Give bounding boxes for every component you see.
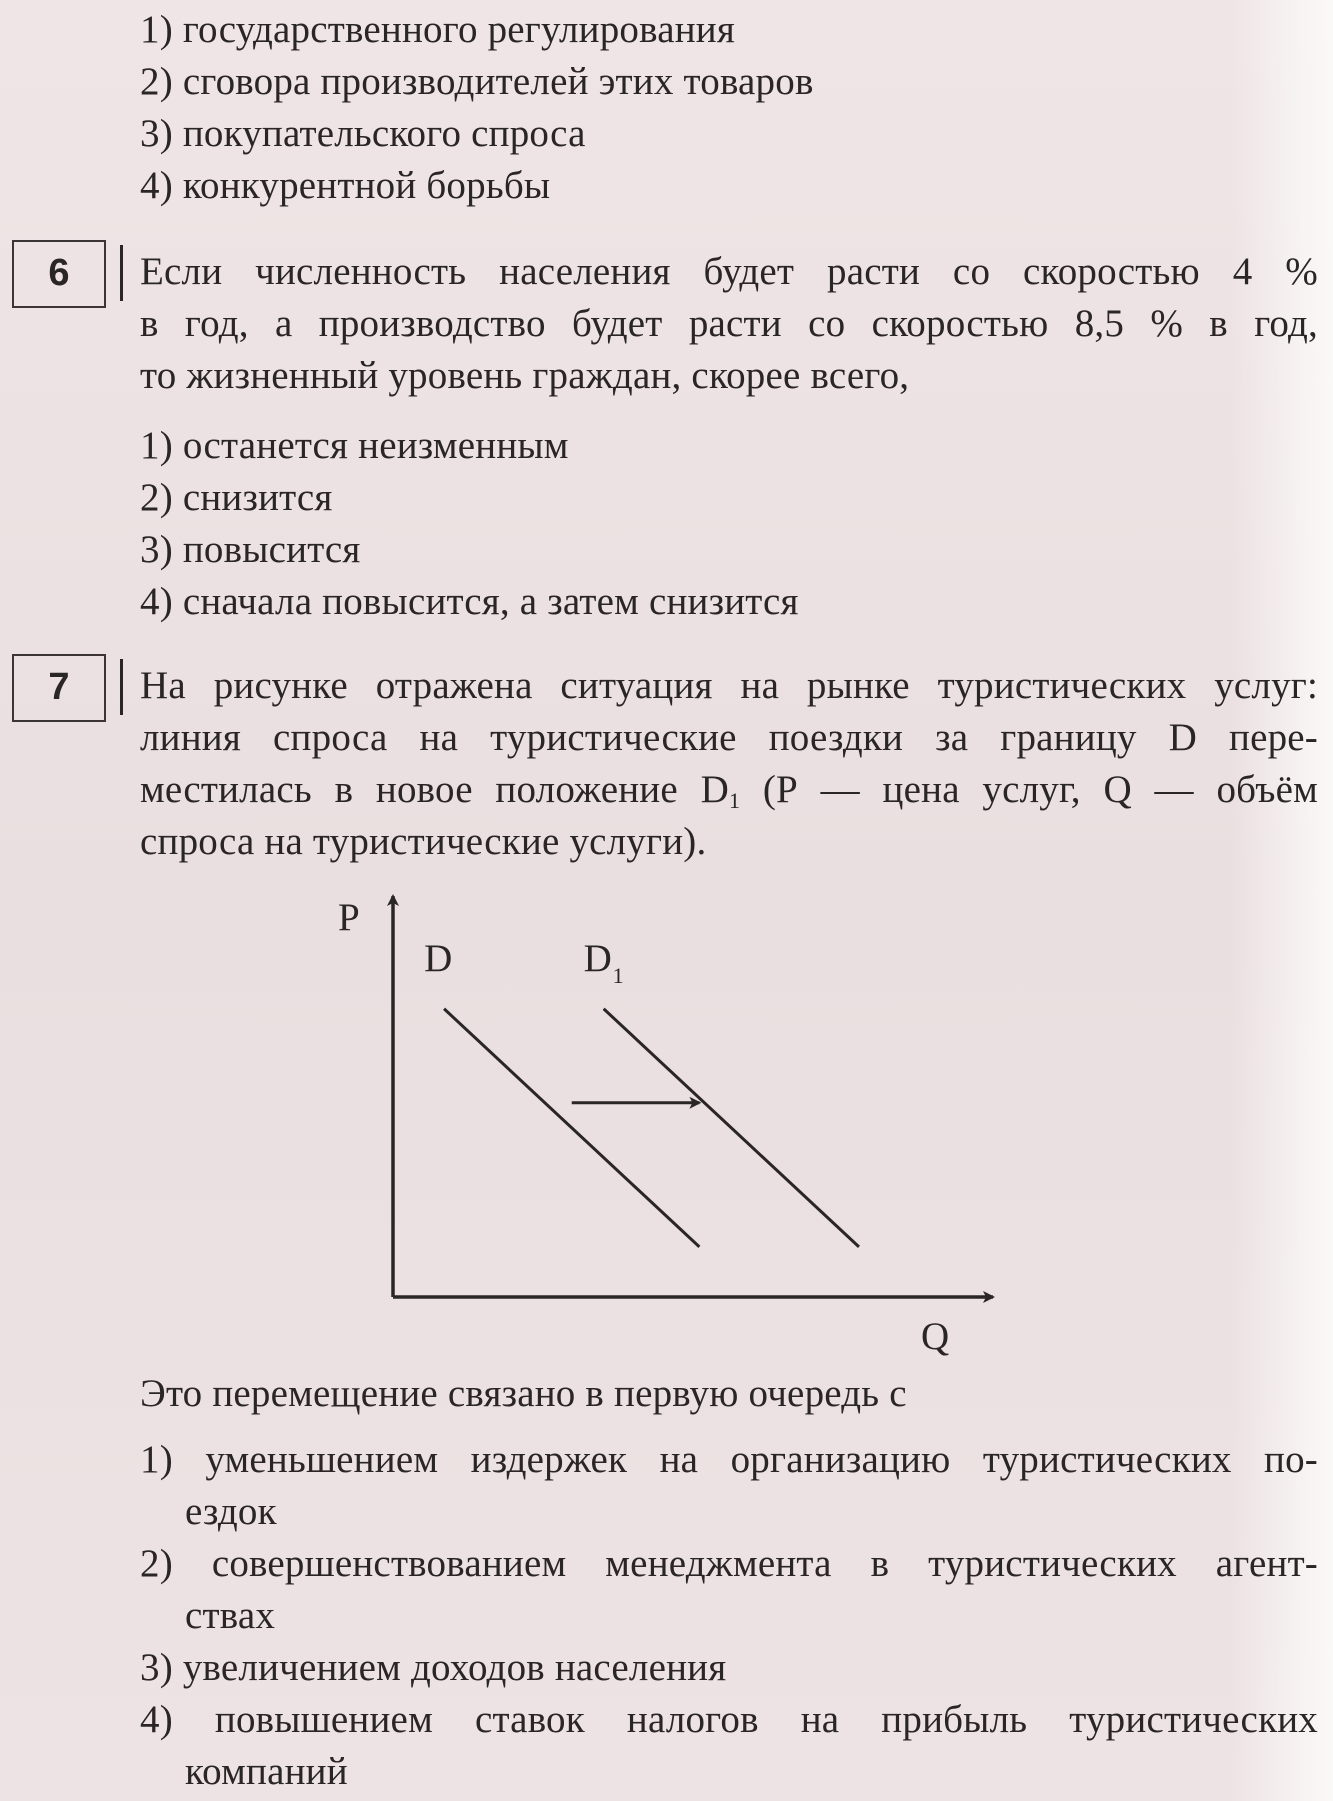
question-7-number: 7 — [12, 654, 106, 722]
question-6-option-4: 4) сначала повысится, а затем снизится — [140, 580, 799, 623]
question-6-text-line-1: Если численность населения будет расти со скоростью 4 % — [140, 250, 1318, 293]
x-axis-label: Q — [921, 1315, 950, 1358]
question-7-line-3-subscript: 1 — [728, 788, 741, 813]
question-6-option-1: 1) останется неизменным — [140, 424, 569, 467]
question-7-option-1-line-2: ездок — [185, 1490, 277, 1533]
question-7-option-2-line-2: ствах — [185, 1594, 276, 1637]
question-7-text-line-2: линия спроса на туристические поездки за границу D пере- — [140, 716, 1318, 759]
question-6-option-2: 2) снизится — [140, 476, 333, 519]
question-7-text-line-1: На рисунке отражена ситуация на рынке туристических услуг: — [140, 664, 1318, 707]
question-7-text-line-4: спроса на туристические услуги). — [140, 820, 707, 863]
demand-line-d — [444, 1009, 699, 1247]
question-7-option-4-line-2: компаний — [185, 1750, 348, 1793]
question-7-option-2-line-1: 2) совершенствованием менеджмента в туристических агент- — [140, 1542, 1318, 1585]
question-7-stem: Это перемещение связано в первую очередь с — [140, 1372, 907, 1415]
question-7-option-1-line-1: 1) уменьшением издержек на организацию туристических по- — [140, 1438, 1318, 1481]
question-7-line-3-after: (Р — цена услуг, Q — объём — [740, 768, 1318, 811]
question-6-text-line-3: то жизненный уровень граждан, скорее всего, — [140, 354, 910, 397]
question-6-number: 6 — [12, 240, 106, 308]
series-label-subscript-d1: 1 — [612, 962, 624, 988]
question-7-option-4-line-1: 4) повышением ставок налогов на прибыль туристических — [140, 1698, 1318, 1741]
question-7-line-3-before: местилась в новое положение D — [140, 768, 729, 811]
prev-option-2: 2) сговора производителей этих товаров — [140, 60, 814, 103]
series-label-d1: D — [583, 936, 612, 980]
demand-line-d1 — [604, 1009, 859, 1247]
question-7-option-3: 3) увеличением доходов населения — [140, 1646, 727, 1689]
series-label-d: D — [424, 936, 453, 980]
prev-option-1: 1) государственного регулирования — [140, 8, 736, 51]
y-axis-label: P — [338, 896, 360, 939]
prev-option-4: 4) конкурентной борьбы — [140, 164, 551, 207]
prev-option-3: 3) покупательского спроса — [140, 112, 586, 155]
question-6-text-line-2: в год, а производство будет расти со скоростью 8,5 % в год, — [140, 302, 1318, 345]
question-6-option-3: 3) повысится — [140, 528, 361, 571]
